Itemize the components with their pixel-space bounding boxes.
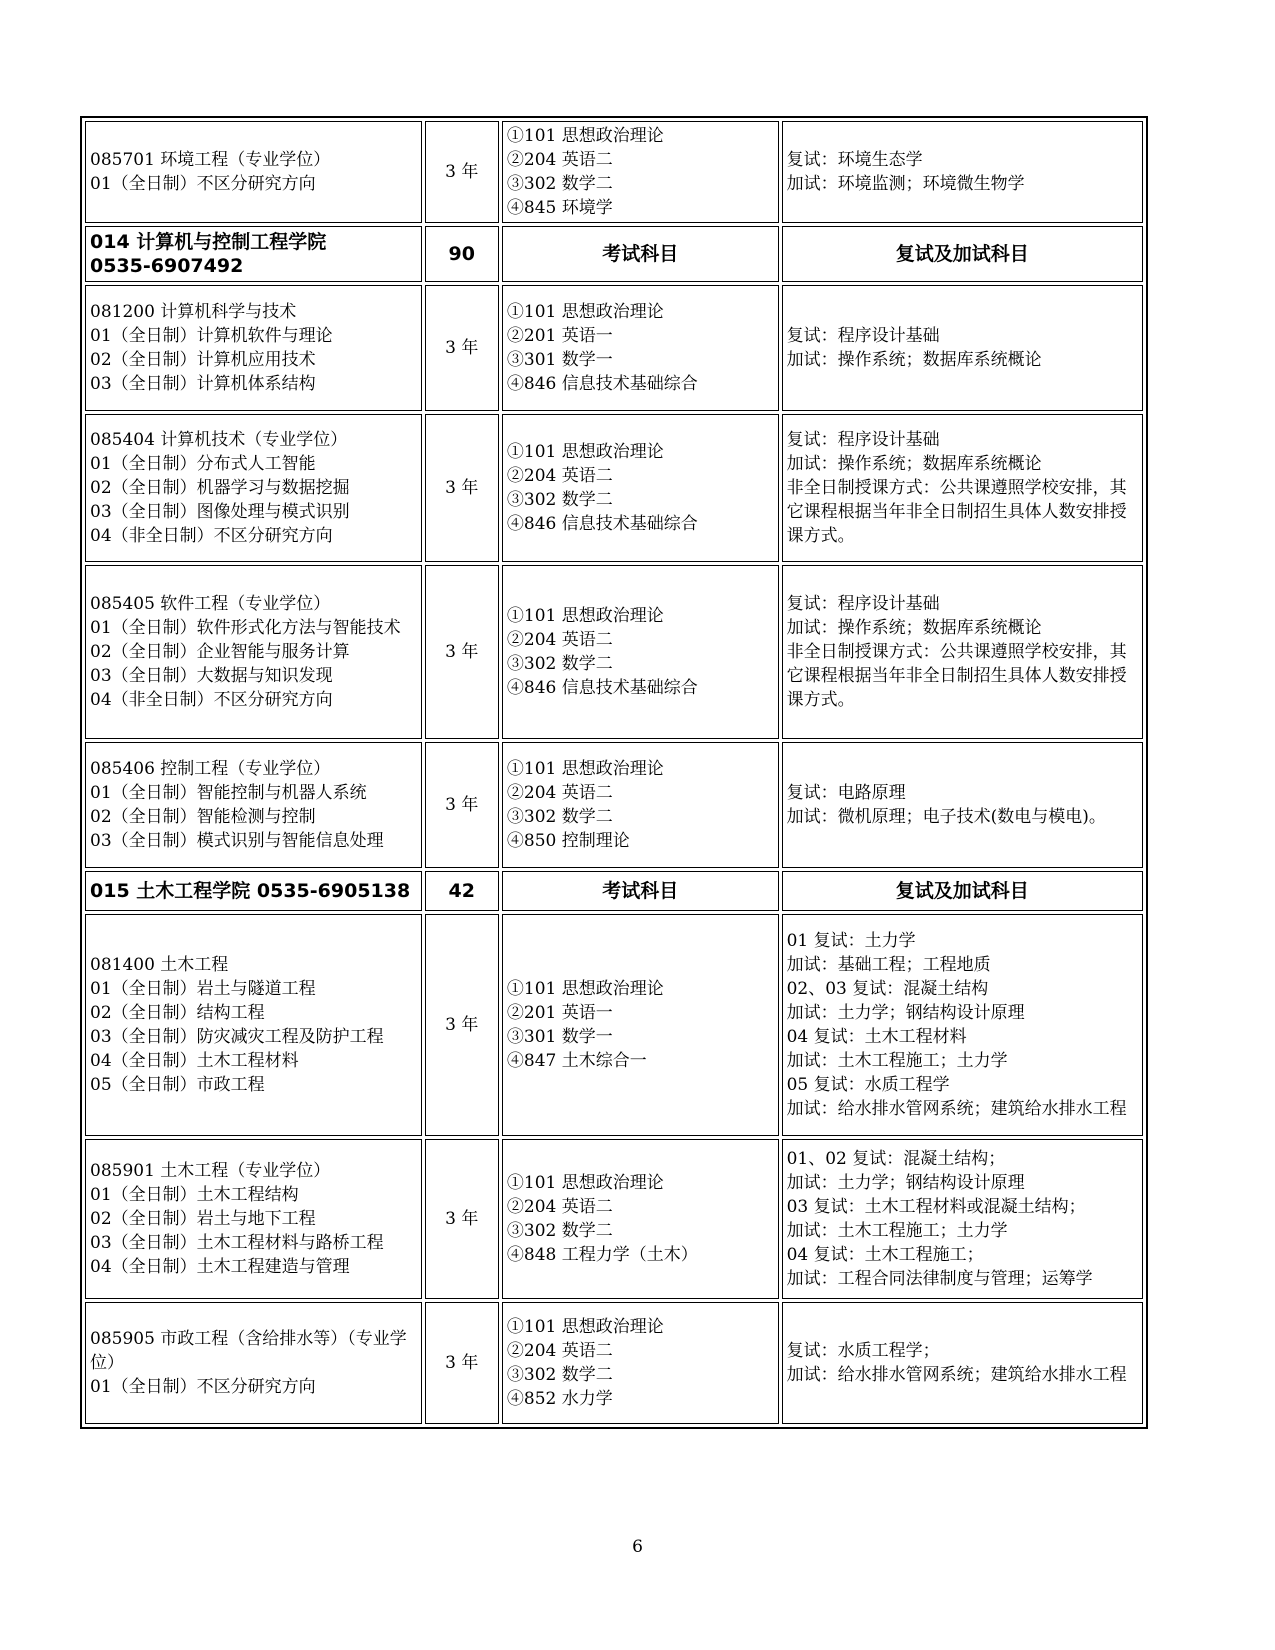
cell-line: ②204 英语二 bbox=[506, 466, 613, 486]
cell-line: 复试：水质工程学； bbox=[786, 1341, 940, 1361]
cell-line: ③301 数学一 bbox=[506, 1027, 613, 1047]
cell-line: ①101 思想政治理论 bbox=[506, 126, 664, 146]
cell-line: 01（全日制）不区分研究方向 bbox=[90, 174, 316, 194]
duration-cell: 3 年 bbox=[425, 914, 499, 1136]
duration-cell: 3 年 bbox=[425, 1302, 499, 1424]
cell-line: 085905 市政工程（含给排水等）（专业学位） bbox=[90, 1329, 407, 1373]
cell-line: ③301 数学一 bbox=[506, 350, 613, 370]
cell-line: 014 计算机与控制工程学院 bbox=[90, 231, 327, 253]
cell-line: ④850 控制理论 bbox=[506, 831, 630, 851]
program-cell bbox=[85, 565, 422, 739]
cell-line: ④848 工程力学（土木） bbox=[506, 1245, 698, 1265]
retest-subjects-heading: 复试及加试科目 bbox=[782, 226, 1143, 282]
program-row bbox=[85, 914, 1143, 1136]
cell-line: 081200 计算机科学与技术 bbox=[90, 302, 297, 322]
cell-line: 04（全日制）土木工程建造与管理 bbox=[90, 1257, 350, 1277]
cell-line: ②201 英语一 bbox=[506, 1003, 613, 1023]
cell-line: 非全日制授课方式：公共课遵照学校安排，其它课程根据当年非全日制招生具体人数安排授课方式。 bbox=[786, 642, 1127, 710]
exam-subjects-cell bbox=[502, 914, 779, 1136]
cell-line: 085701 环境工程（专业学位） bbox=[90, 150, 331, 170]
cell-line: ③302 数学二 bbox=[506, 490, 613, 510]
cell-line: 01、02 复试：混凝土结构； bbox=[786, 1149, 1006, 1169]
enrollment-count-cell: 42 bbox=[425, 871, 499, 911]
exam-subjects-cell bbox=[502, 414, 779, 562]
cell-line: 加试：环境监测；环境微生物学 bbox=[786, 174, 1025, 194]
exam-subjects-cell bbox=[502, 1302, 779, 1424]
exam-subjects-cell bbox=[502, 1139, 779, 1299]
admissions-table bbox=[80, 116, 1148, 1429]
cell-line: 加试：给水排水管网系统；建筑给水排水工程 bbox=[786, 1365, 1127, 1385]
exam-subjects-heading: 考试科目 bbox=[502, 226, 779, 282]
duration-cell: 3 年 bbox=[425, 285, 499, 411]
retest-subjects-cell bbox=[782, 1139, 1143, 1299]
exam-subjects-cell bbox=[502, 285, 779, 411]
cell-line: ②204 英语二 bbox=[506, 1197, 613, 1217]
retest-subjects-cell bbox=[782, 565, 1143, 739]
cell-line: 01（全日制）分布式人工智能 bbox=[90, 454, 316, 474]
cell-line: 085901 土木工程（专业学位） bbox=[90, 1161, 331, 1181]
cell-line: 03（全日制）大数据与知识发现 bbox=[90, 666, 333, 686]
cell-line: ①101 思想政治理论 bbox=[506, 442, 664, 462]
cell-line: 085405 软件工程（专业学位） bbox=[90, 594, 331, 614]
cell-line: ①101 思想政治理论 bbox=[506, 302, 664, 322]
retest-subjects-cell bbox=[782, 742, 1143, 868]
table-body bbox=[85, 121, 1143, 1424]
cell-line: 015 土木工程学院 0535-6905138 bbox=[90, 880, 411, 902]
duration-cell: 3 年 bbox=[425, 121, 499, 223]
cell-line: 03 复试：土木工程材料或混凝土结构； bbox=[786, 1197, 1086, 1217]
cell-line: 085404 计算机技术（专业学位） bbox=[90, 430, 348, 450]
program-row bbox=[85, 414, 1143, 562]
duration-cell: 3 年 bbox=[425, 1139, 499, 1299]
cell-line: 01（全日制）智能控制与机器人系统 bbox=[90, 783, 367, 803]
cell-line: 02、03 复试：混凝土结构 bbox=[786, 979, 989, 999]
cell-line: 复试：环境生态学 bbox=[786, 150, 923, 170]
cell-line: 加试：给水排水管网系统；建筑给水排水工程 bbox=[786, 1099, 1127, 1119]
cell-line: ③302 数学二 bbox=[506, 1365, 613, 1385]
duration-cell: 3 年 bbox=[425, 414, 499, 562]
duration-cell: 3 年 bbox=[425, 565, 499, 739]
cell-line: 复试：电路原理 bbox=[786, 783, 906, 803]
cell-line: 01（全日制）不区分研究方向 bbox=[90, 1377, 316, 1397]
cell-line: ③302 数学二 bbox=[506, 1221, 613, 1241]
cell-line: 01（全日制）计算机软件与理论 bbox=[90, 326, 333, 346]
cell-line: 02（全日制）结构工程 bbox=[90, 1003, 265, 1023]
cell-line: 加试：微机原理；电子技术(数电与模电)。 bbox=[786, 807, 1106, 827]
program-row bbox=[85, 285, 1143, 411]
cell-line: ④847 土木综合一 bbox=[506, 1051, 647, 1071]
cell-line: ②204 英语二 bbox=[506, 150, 613, 170]
program-cell bbox=[85, 285, 422, 411]
department-header-row bbox=[85, 871, 1143, 911]
cell-line: 04 复试：土木工程施工； bbox=[786, 1245, 984, 1265]
cell-line: 加试：土木工程施工；土力学 bbox=[786, 1051, 1008, 1071]
cell-line: ①101 思想政治理论 bbox=[506, 1317, 664, 1337]
program-cell bbox=[85, 914, 422, 1136]
cell-line: ④846 信息技术基础综合 bbox=[506, 678, 698, 698]
program-cell bbox=[85, 1302, 422, 1424]
cell-line: ①101 思想政治理论 bbox=[506, 606, 664, 626]
cell-line: 03（全日制）防灾减灾工程及防护工程 bbox=[90, 1027, 384, 1047]
cell-line: 02（全日制）智能检测与控制 bbox=[90, 807, 316, 827]
program-row bbox=[85, 742, 1143, 868]
program-cell bbox=[85, 414, 422, 562]
cell-line: 加试：土力学；钢结构设计原理 bbox=[786, 1003, 1025, 1023]
page-number: 6 bbox=[632, 1537, 643, 1557]
retest-subjects-cell bbox=[782, 414, 1143, 562]
cell-line: ②201 英语一 bbox=[506, 326, 613, 346]
program-row bbox=[85, 565, 1143, 739]
cell-line: 02（全日制）岩土与地下工程 bbox=[90, 1209, 316, 1229]
cell-line: ②204 英语二 bbox=[506, 630, 613, 650]
cell-line: 081400 土木工程 bbox=[90, 955, 229, 975]
cell-line: ③302 数学二 bbox=[506, 807, 613, 827]
cell-line: 03（全日制）模式识别与智能信息处理 bbox=[90, 831, 384, 851]
exam-subjects-cell bbox=[502, 742, 779, 868]
program-row bbox=[85, 1302, 1143, 1424]
cell-line: 加试：操作系统；数据库系统概论 bbox=[786, 618, 1042, 638]
cell-line: ②204 英语二 bbox=[506, 1341, 613, 1361]
department-name-cell bbox=[85, 871, 422, 911]
cell-line: 加试：操作系统；数据库系统概论 bbox=[786, 454, 1042, 474]
cell-line: 非全日制授课方式：公共课遵照学校安排，其它课程根据当年非全日制招生具体人数安排授课方式。 bbox=[786, 478, 1127, 546]
cell-line: ③302 数学二 bbox=[506, 654, 613, 674]
program-cell bbox=[85, 121, 422, 223]
cell-line: 加试：工程合同法律制度与管理；运筹学 bbox=[786, 1269, 1093, 1289]
cell-line: 04（全日制）土木工程材料 bbox=[90, 1051, 299, 1071]
cell-line: 04（非全日制）不区分研究方向 bbox=[90, 690, 333, 710]
cell-line: 03（全日制）图像处理与模式识别 bbox=[90, 502, 350, 522]
cell-line: 加试：土木工程施工；土力学 bbox=[786, 1221, 1008, 1241]
retest-subjects-cell bbox=[782, 121, 1143, 223]
cell-line: 加试：土力学；钢结构设计原理 bbox=[786, 1173, 1025, 1193]
retest-subjects-cell bbox=[782, 1302, 1143, 1424]
department-name-cell bbox=[85, 226, 422, 282]
exam-subjects-cell bbox=[502, 565, 779, 739]
cell-line: ④845 环境学 bbox=[506, 198, 613, 218]
cell-line: ④852 水力学 bbox=[506, 1389, 613, 1409]
retest-subjects-cell bbox=[782, 914, 1143, 1136]
cell-line: ③302 数学二 bbox=[506, 174, 613, 194]
cell-line: 01（全日制）岩土与隧道工程 bbox=[90, 979, 316, 999]
program-cell bbox=[85, 1139, 422, 1299]
program-row bbox=[85, 121, 1143, 223]
retest-subjects-heading: 复试及加试科目 bbox=[782, 871, 1143, 911]
cell-line: 01 复试：土力学 bbox=[786, 931, 916, 951]
cell-line: 加试：基础工程；工程地质 bbox=[786, 955, 991, 975]
cell-line: ①101 思想政治理论 bbox=[506, 979, 664, 999]
cell-line: 加试：操作系统；数据库系统概论 bbox=[786, 350, 1042, 370]
cell-line: 复试：程序设计基础 bbox=[786, 326, 940, 346]
cell-line: ④846 信息技术基础综合 bbox=[506, 514, 698, 534]
cell-line: 02（全日制）机器学习与数据挖掘 bbox=[90, 478, 350, 498]
cell-line: 01（全日制）土木工程结构 bbox=[90, 1185, 299, 1205]
cell-line: 05（全日制）市政工程 bbox=[90, 1075, 265, 1095]
retest-subjects-cell bbox=[782, 285, 1143, 411]
cell-line: 04（非全日制）不区分研究方向 bbox=[90, 526, 333, 546]
program-cell bbox=[85, 742, 422, 868]
cell-line: 复试：程序设计基础 bbox=[786, 594, 940, 614]
exam-subjects-heading: 考试科目 bbox=[502, 871, 779, 911]
cell-line: 复试：程序设计基础 bbox=[786, 430, 940, 450]
cell-line: 0535-6907492 bbox=[90, 255, 244, 277]
cell-line: ④846 信息技术基础综合 bbox=[506, 374, 698, 394]
cell-line: 02（全日制）计算机应用技术 bbox=[90, 350, 316, 370]
cell-line: 01（全日制）软件形式化方法与智能技术 bbox=[90, 618, 401, 638]
program-row bbox=[85, 1139, 1143, 1299]
cell-line: 02（全日制）企业智能与服务计算 bbox=[90, 642, 350, 662]
enrollment-count-cell: 90 bbox=[425, 226, 499, 282]
department-header-row bbox=[85, 226, 1143, 282]
cell-line: 04 复试：土木工程材料 bbox=[786, 1027, 967, 1047]
cell-line: 03（全日制）土木工程材料与路桥工程 bbox=[90, 1233, 384, 1253]
cell-line: 05 复试：水质工程学 bbox=[786, 1075, 950, 1095]
duration-cell: 3 年 bbox=[425, 742, 499, 868]
cell-line: 085406 控制工程（专业学位） bbox=[90, 759, 331, 779]
cell-line: ①101 思想政治理论 bbox=[506, 1173, 664, 1193]
exam-subjects-cell bbox=[502, 121, 779, 223]
cell-line: ②204 英语二 bbox=[506, 783, 613, 803]
cell-line: 03（全日制）计算机体系结构 bbox=[90, 374, 316, 394]
cell-line: ①101 思想政治理论 bbox=[506, 759, 664, 779]
